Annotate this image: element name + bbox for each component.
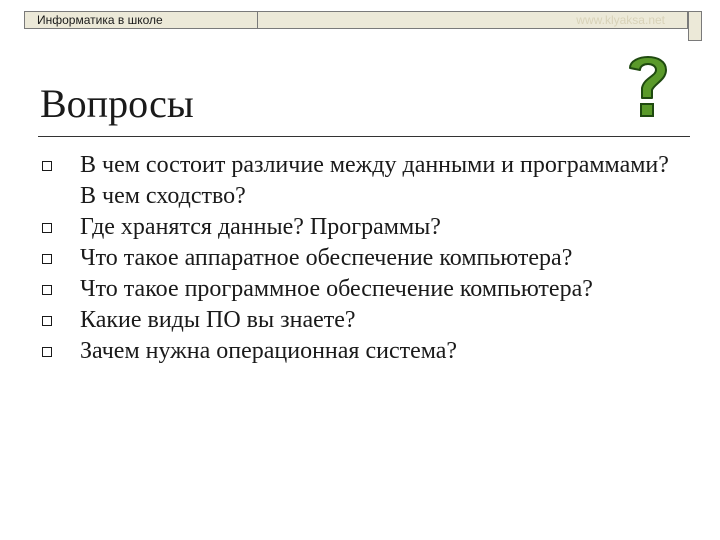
header-left-text: Информатика в школе <box>37 13 163 27</box>
question-item-2 <box>40 212 680 243</box>
question-text: Что такое аппаратное обеспечение компьютера? <box>80 245 573 271</box>
hollow-square-icon <box>42 161 52 171</box>
hollow-square-icon <box>42 316 52 326</box>
question-text: В чем состоит различие между данными и программами? В чем сходство? <box>80 152 669 209</box>
question-item-5 <box>40 305 680 336</box>
hollow-square-icon <box>42 254 52 264</box>
title-underline <box>38 136 690 137</box>
question-item-3 <box>40 243 680 274</box>
hollow-square-icon <box>42 285 52 295</box>
question-item-4 <box>40 274 680 305</box>
header-bar <box>24 11 688 29</box>
question-item-6 <box>40 336 680 367</box>
hollow-square-icon <box>42 347 52 357</box>
header-site-link: www.klyaksa.net <box>576 13 665 27</box>
question-text: Что такое программное обеспечение компьютера? <box>80 276 593 302</box>
question-text: Какие виды ПО вы знаете? <box>80 307 356 333</box>
hollow-square-icon <box>42 223 52 233</box>
question-text: Зачем нужна операционная система? <box>80 338 458 364</box>
header-side-tab <box>688 11 702 41</box>
question-list <box>40 150 680 367</box>
slide-title: Вопросы <box>40 81 194 126</box>
question-mark-icon <box>620 48 676 120</box>
header-divider <box>257 11 258 29</box>
question-text: Где хранятся данные? Программы? <box>80 214 441 240</box>
question-item-1 <box>40 150 680 212</box>
